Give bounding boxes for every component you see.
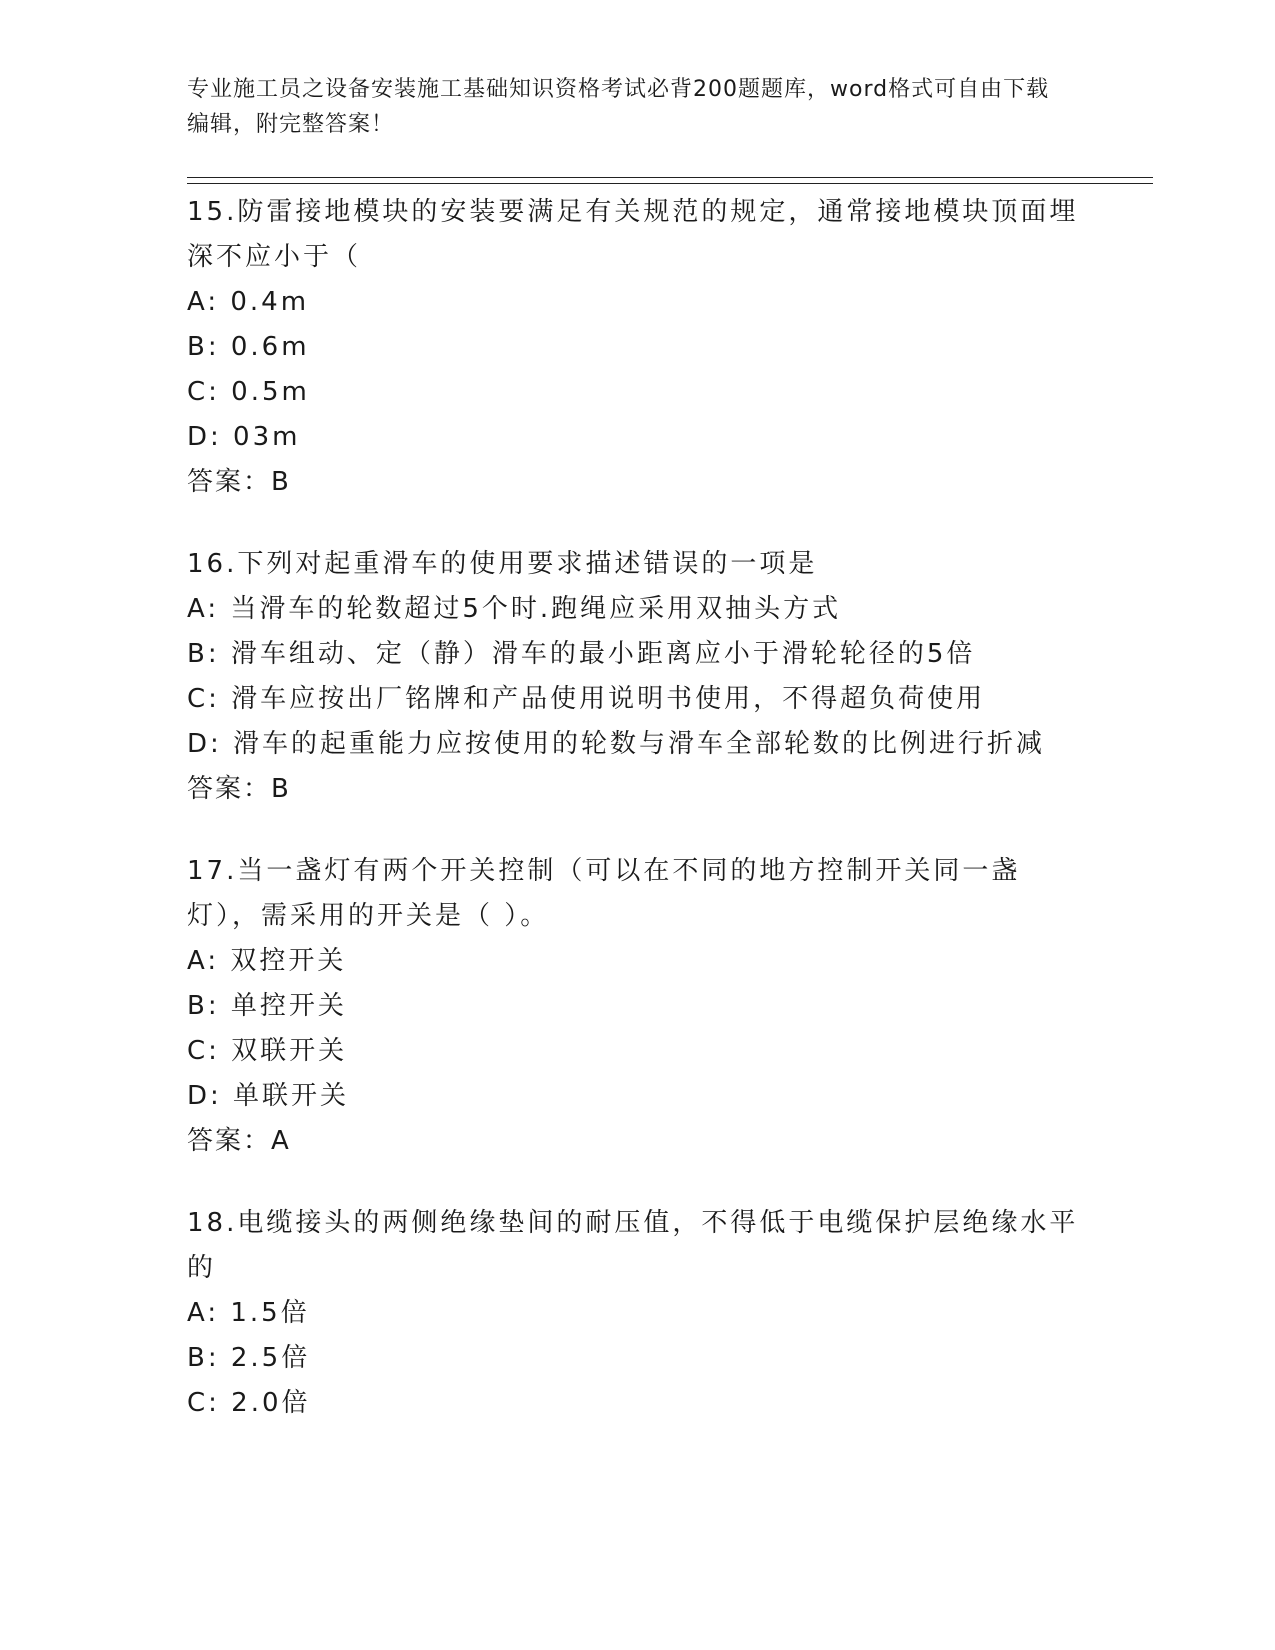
document-header: 专业施工员之设备安装施工基础知识资格考试必背200题题库，word格式可自由下载编辑，附完整答案！ xyxy=(187,77,1050,137)
question-16 xyxy=(187,542,1087,812)
answer xyxy=(187,1119,1087,1164)
option-d: D: 单联开关 xyxy=(187,1081,350,1111)
answer xyxy=(187,460,1087,505)
question-title: 18.电缆接头的两侧绝缘垫间的耐压值，不得低于电缆保护层绝缘水平的 xyxy=(187,1208,1079,1283)
option-a: A: 双控开关 xyxy=(187,946,347,976)
option-d: D: 滑车的起重能力应按使用的轮数与滑车全部轮数的比例进行折减 xyxy=(187,729,1046,759)
option-b: B: 单控开关 xyxy=(187,991,347,1021)
option-a: A: 当滑车的轮数超过5个时.跑绳应采用双抽头方式 xyxy=(187,594,842,624)
question-title: 16.下列对起重滑车的使用要求描述错误的一项是 xyxy=(187,549,818,579)
option-a: A: 0.4m xyxy=(187,287,310,317)
question-title: 17.当一盏灯有两个开关控制（可以在不同的地方控制开关同一盏灯），需采用的开关是（ ）。 xyxy=(187,856,1021,931)
question-17 xyxy=(187,849,1087,1164)
option-d: D: 03m xyxy=(187,422,301,452)
option-c: C: 滑车应按出厂铭牌和产品使用说明书使用，不得超负荷使用 xyxy=(187,684,986,714)
answer-label: 答案： xyxy=(187,467,272,497)
answer-value: B xyxy=(271,774,291,804)
option-a: A: 1.5倍 xyxy=(187,1298,310,1328)
question-18 xyxy=(187,1201,1087,1426)
answer-value: A xyxy=(271,1126,291,1156)
question-15 xyxy=(187,190,1087,505)
option-b: B: 滑车组动、定（静）滑车的最小距离应小于滑轮轮径的5倍 xyxy=(187,639,976,669)
option-b: B: 0.6m xyxy=(187,332,310,362)
option-b: B: 2.5倍 xyxy=(187,1343,311,1373)
question-title: 15.防雷接地模块的安装要满足有关规范的规定，通常接地模块顶面埋深不应小于（ xyxy=(187,197,1079,272)
header-divider-top xyxy=(187,177,1153,178)
option-c: C: 2.0倍 xyxy=(187,1388,311,1418)
option-c: C: 0.5m xyxy=(187,377,310,407)
answer-label: 答案： xyxy=(187,1126,272,1156)
answer-value: B xyxy=(271,467,291,497)
answer xyxy=(187,767,1087,812)
header-divider-bottom xyxy=(187,183,1153,184)
question-list xyxy=(187,190,1087,1463)
option-c: C: 双联开关 xyxy=(187,1036,348,1066)
answer-label: 答案： xyxy=(187,774,272,804)
